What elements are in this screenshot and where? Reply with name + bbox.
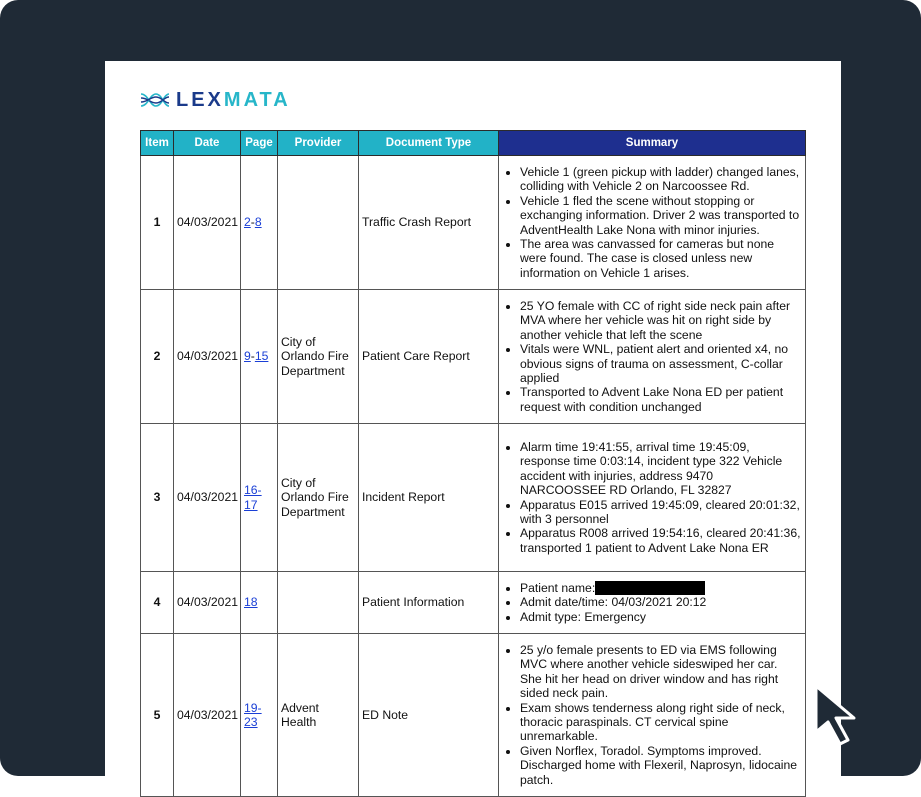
page-cell: 9-15	[241, 290, 278, 424]
summary-cell	[499, 634, 806, 797]
col-header-date: Date	[174, 131, 241, 156]
summary-bullet: • 25 YO female with CC of right side neck pain after MVA where her vehicle was hit on right side by another vehicle that left the scene	[520, 299, 802, 342]
page-link-start[interactable]: 9	[244, 349, 251, 364]
page-link-start[interactable]: 18	[244, 595, 258, 610]
page-link-end[interactable]: 17	[244, 497, 258, 512]
document-type-cell: ED Note	[359, 634, 499, 797]
item-number: 4	[141, 572, 174, 634]
summary-bullet: • Admit type: Emergency	[520, 610, 802, 624]
table-row	[141, 572, 806, 634]
lexmata-logo	[140, 89, 291, 111]
document-type-cell: Patient Information	[359, 572, 499, 634]
provider-cell: City of Orlando Fire Department	[278, 290, 359, 424]
date-cell: 04/03/2021	[174, 424, 241, 572]
summary-bullet: • Alarm time 19:41:55, arrival time 19:45:09, response time 0:03:14, incident type 322 Vehicle accident with injuries, address 9470 NARCOOSSEE RD Orlando, FL 32827	[520, 440, 802, 498]
summary-bullet: • Vehicle 1 (green pickup with ladder) changed lanes, colliding with Vehicle 2 on Narcoossee Rd.	[520, 165, 802, 194]
provider-cell	[278, 572, 359, 634]
summary-bullet: • Transported to Advent Lake Nona ED per patient request with condition unchanged	[520, 385, 802, 414]
summary-bullet: • Vitals were WNL, patient alert and oriented x4, no obvious signs of trauma on assessment, C-collar applied	[520, 342, 802, 385]
summary-bullet: • Given Norflex, Toradol. Symptoms improved. Discharged home with Flexeril, Naprosyn, lidocaine patch.	[520, 744, 802, 787]
provider-cell: City of Orlando Fire Department	[278, 424, 359, 572]
summary-bullet	[520, 581, 802, 596]
date-cell: 04/03/2021	[174, 572, 241, 634]
date-cell: 04/03/2021	[174, 290, 241, 424]
summary-bullet: • Exam shows tenderness along right side of neck, thoracic paraspinals. CT cervical spine unremarkable.	[520, 701, 802, 744]
document-type-cell: Patient Care Report	[359, 290, 499, 424]
col-header-document-type: Document Type	[359, 131, 499, 156]
summary-bullet: • Vehicle 1 fled the scene without stopping or exchanging information. Driver 2 was transported to AdventHealth Lake Nona with minor injuries.	[520, 194, 802, 237]
page-link-start[interactable]: 2	[244, 215, 251, 230]
item-number: 2	[141, 290, 174, 424]
patient-name-label: Patient name:	[520, 580, 596, 595]
date-cell: 04/03/2021	[174, 156, 241, 290]
item-number: 3	[141, 424, 174, 572]
document-type-cell: Incident Report	[359, 424, 499, 572]
page-link-end[interactable]: 15	[254, 349, 269, 364]
date-cell: 04/03/2021	[174, 634, 241, 797]
page-link-end[interactable]: 8	[254, 215, 262, 230]
summary-cell	[499, 572, 806, 634]
page-link-end[interactable]: 23	[244, 715, 258, 729]
summary-cell	[499, 290, 806, 424]
document-type-cell: Traffic Crash Report	[359, 156, 499, 290]
table-header-row	[141, 131, 806, 156]
col-header-item: Item	[141, 131, 174, 156]
summary-cell	[499, 424, 806, 572]
summary-bullet: • Apparatus R008 arrived 19:54:16, cleared 20:41:36, transported 1 patient to Advent Lake Nona ER	[520, 526, 802, 555]
medical-chronology-table	[140, 130, 806, 797]
col-header-page: Page	[241, 131, 278, 156]
provider-cell: Advent Health	[278, 634, 359, 797]
page-link-start[interactable]: 16-	[244, 483, 262, 498]
page-cell	[241, 572, 278, 634]
mouse-pointer-icon	[812, 682, 868, 748]
summary-bullet: • 25 y/o female presents to ED via EMS following MVC where another vehicle sideswiped her car. She hit her head on driver window and has right sided neck pain.	[520, 643, 802, 701]
document-page	[105, 61, 841, 787]
provider-cell	[278, 156, 359, 290]
table-row	[141, 156, 806, 290]
summary-bullet: • The area was canvassed for cameras but none were found. The case is closed unless new information on Vehicle 1 arises.	[520, 237, 802, 280]
wave-lines-icon	[140, 90, 170, 110]
col-header-provider: Provider	[278, 131, 359, 156]
summary-bullet: • Apparatus E015 arrived 19:45:09, cleared 20:01:32, with 3 personnel	[520, 498, 802, 527]
table-row	[141, 634, 806, 797]
item-number: 1	[141, 156, 174, 290]
summary-bullet: • Admit date/time: 04/03/2021 20:12	[520, 595, 802, 609]
table-row	[141, 424, 806, 572]
table-row	[141, 290, 806, 424]
page-cell	[241, 424, 278, 572]
col-header-summary: Summary	[499, 131, 806, 156]
summary-cell	[499, 156, 806, 290]
item-number: 5	[141, 634, 174, 797]
redaction-bar	[595, 581, 705, 595]
page-cell	[241, 634, 278, 797]
page-link-start[interactable]: 19-	[244, 700, 262, 715]
page-cell: 2-8	[241, 156, 278, 290]
logo-wordmark: LEXMATA	[176, 88, 291, 111]
